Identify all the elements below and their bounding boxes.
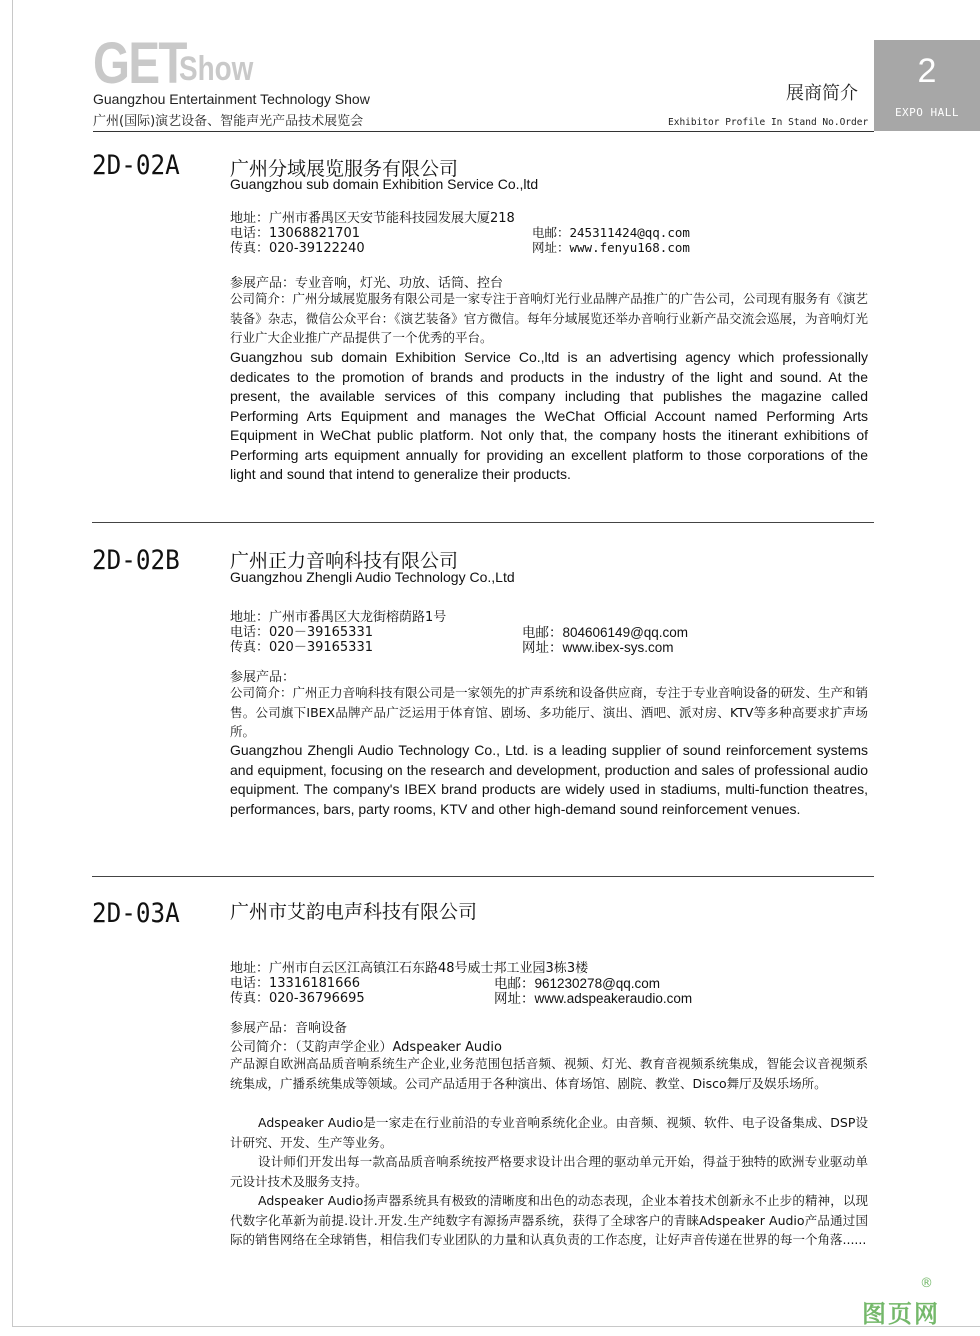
page-frame-left bbox=[12, 0, 13, 1326]
phone: 电话：13068821701 bbox=[230, 226, 360, 241]
subtitle-english: Guangzhou Entertainment Technology Show bbox=[93, 91, 370, 107]
subtitle-chinese: 广州(国际)演艺设备、智能声光产品技术展览会 bbox=[93, 114, 364, 129]
company-name-cn: 广州正力音响科技有限公司 bbox=[230, 550, 459, 572]
stand-number: 2D-02A bbox=[92, 150, 180, 181]
watermark-logo: 图页网 bbox=[862, 1300, 940, 1328]
section-title-english: Exhibitor Profile In Stand No.Order bbox=[668, 117, 869, 128]
intro-paragraph-4: Adspeaker Audio扬声器系统具有极致的清晰度和出色的动态表现，企业本着技术创新永不止步的精神，以现代数字化革新为前提.设计.开发.生产纯数字有源扬声器系统，获得了全球客户的青睐Adspeaker Audio产品通过国际的销售网络在全球销售，相信我们专业团队的力量和认真负责的工作态度，让好声音传递在世界的每一个角落...... bbox=[230, 1193, 868, 1247]
exhibit-products: 参展产品：音响设备 bbox=[230, 1021, 348, 1036]
company-name-en: Guangzhou sub domain Exhibition Service Co.,ltd bbox=[230, 176, 539, 192]
website: 网址：www.adspeakeraudio.com bbox=[494, 991, 693, 1006]
address: 地址：广州市白云区江高镇江石东路48号威士邦工业园3栋3楼 bbox=[230, 961, 589, 976]
hall-number: 2 bbox=[917, 52, 937, 90]
fax: 传真：020－39165331 bbox=[230, 640, 373, 655]
intro-paragraph-1: 产品源自欧洲高品质音响系统生产企业,业务范围包括音频、视频、灯光、教育音视频系统集成，智能会议音视频系统集成，广播系统集成等领域。公司产品适用于各种演出、体育场馆、剧院、教堂、Disco舞厅及娱乐场所。 bbox=[230, 1056, 868, 1091]
intro-paragraph-3: 设计师们开发出每一款高品质音响系统按严格要求设计出合理的驱动单元开始，得益于独特的欧洲专业驱动单元设计技术及服务支持。 bbox=[230, 1154, 868, 1189]
company-name-cn: 广州市艾韵电声科技有限公司 bbox=[230, 901, 478, 923]
fax: 传真：020-36796695 bbox=[230, 991, 365, 1006]
company-name-cn: 广州分域展览服务有限公司 bbox=[230, 158, 459, 180]
email: 电邮：245311424@qq.com bbox=[532, 225, 690, 240]
entry-divider bbox=[92, 876, 874, 877]
email: 电邮：961230278@qq.com bbox=[494, 976, 661, 991]
header-divider bbox=[93, 131, 874, 132]
intro-chinese: 公司简介：广州分域展览服务有限公司是一家专注于音响灯光行业品牌产品推广的广告公司，公司现有服务有《演艺装备》杂志，微信公众平台：《演艺装备》官方微信。每年分域展览还举办音响行业新产品交流会巡展，为音响灯光行业广大企业推广产品提供了一个优秀的平台。 bbox=[230, 291, 868, 345]
stand-number: 2D-03A bbox=[92, 898, 180, 929]
intro-english: Guangzhou Zhengli Audio Technology Co., Ltd. is a leading supplier of sound reinforcement systems and equipment, focusing on the research and development, production and sales of professional audio equipment. The company's IBEX brand products are widely used in stadiums, multi-function theatres, performances, bars, party rooms, KTV and other high-demand sound reinforcement venues. bbox=[230, 742, 868, 817]
phone: 电话：13316181666 bbox=[230, 976, 360, 991]
section-title-chinese: 展商简介 bbox=[786, 83, 858, 104]
logo-get-text: GET bbox=[93, 31, 186, 96]
address: 地址：广州市番禺区大龙街榕荫路1号 bbox=[230, 610, 447, 625]
page-frame-bottom bbox=[12, 1326, 980, 1327]
website: 网址：www.ibex-sys.com bbox=[522, 640, 674, 655]
phone: 电话：020－39165331 bbox=[230, 625, 373, 640]
fax: 传真：020-39122240 bbox=[230, 241, 365, 256]
stand-number: 2D-02B bbox=[92, 545, 180, 576]
logo-show-text: Show bbox=[179, 50, 254, 88]
get-show-logo bbox=[93, 31, 254, 96]
hall-label: EXPO HALL bbox=[894, 106, 960, 119]
intro-english: Guangzhou sub domain Exhibition Service Co.,ltd is an advertising agency which professionally dedicates to the promotion of brands and products in the industry of the light and sound. At the present, the available services of this company including that publishes the magazine called Performing Arts Equipment and manages the WeChat Official Account named Performing Arts Equipment in WeChat public platform. Not only that, the company hosts the itinerant exhibitions of Performing arts equipment annually for providing an excellent platform to those corporations of the light and sound that intend to generalize their products. bbox=[230, 349, 868, 482]
hall-badge bbox=[874, 40, 980, 131]
website: 网址：www.fenyu168.com bbox=[532, 240, 690, 255]
exhibit-products: 参展产品：专业音响，灯光、功放、话筒、控台 bbox=[230, 276, 504, 291]
intro-chinese: 公司简介：广州正力音响科技有限公司是一家领先的扩声系统和设备供应商，专注于专业音响设备的研发、生产和销售。公司旗下IBEX品牌产品广泛运用于体育馆、剧场、多功能厅、演出、酒吧、派对房、KTV等多种高要求扩声场所。 bbox=[230, 685, 868, 739]
company-name-en: Guangzhou Zhengli Audio Technology Co.,Ltd bbox=[230, 569, 515, 585]
intro-heading: 公司简介：（艾韵声学企业）Adspeaker Audio bbox=[230, 1040, 502, 1055]
exhibit-products: 参展产品： bbox=[230, 670, 296, 685]
email: 电邮：804606149@qq.com bbox=[522, 625, 689, 640]
intro-paragraph-2: Adspeaker Audio是一家走在行业前沿的专业音响系统化企业。由音频、视频、软件、电子设备集成、DSP设计研究、开发、生产等业务。 bbox=[230, 1115, 868, 1150]
address: 地址：广州市番禺区天安节能科技园发展大厦218 bbox=[230, 211, 515, 226]
registered-mark: ® bbox=[920, 1276, 933, 1291]
entry-divider bbox=[92, 522, 874, 523]
